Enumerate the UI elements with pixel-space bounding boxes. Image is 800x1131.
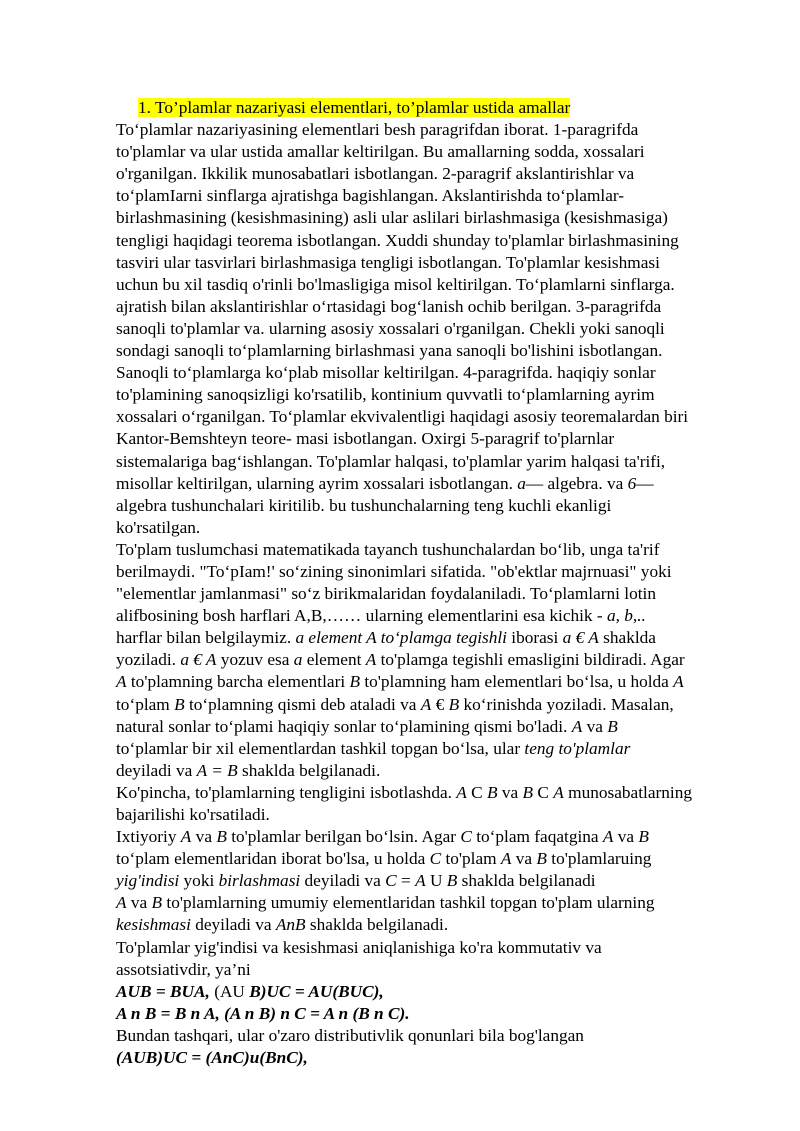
italic-span: B: [446, 871, 458, 891]
italic-span: B: [448, 694, 460, 714]
italic-span: A: [571, 716, 583, 736]
text-line: bajarilishi ko'rsatiladi.: [116, 805, 270, 824]
italic-span: kesishmasi: [116, 915, 191, 935]
italic-span: B: [638, 827, 649, 847]
italic-span: A: [116, 893, 127, 913]
text-span: harflar bilan belgilaymiz.: [116, 628, 296, 648]
text-span: to'plamga tegishli emasligini bildiradi. Agar: [376, 650, 685, 670]
text-span: to‘plam faqatgina: [471, 827, 603, 847]
text-span: to‘plam: [116, 694, 175, 714]
text-line: [116, 716, 756, 738]
text-line: sanoqli to'plamlar va. ularning asosiy xossalari o'rganilgan. Chekli yoki sanoqli: [116, 318, 665, 338]
text-line: "elementlar jamlanmasi" so‘z birikmalaridan foydalaniladi. To‘plamlarni lotin: [116, 584, 656, 604]
text-span: va: [582, 716, 608, 736]
italic-span: yig'indisi: [116, 871, 180, 891]
text-span: yoki: [179, 871, 219, 891]
italic-span: A: [673, 672, 684, 692]
text-span: C: [466, 782, 488, 802]
text-span: va: [613, 827, 639, 847]
element-symbol: a € A: [562, 628, 599, 648]
italic-span: B: [487, 782, 498, 802]
text-line: tengligi haqidagi teorema isbotlangan. Xuddi shunday to'plamlar birlashmasining: [116, 230, 679, 250]
italic-span: C: [385, 871, 397, 891]
text-line: To'plam tuslumchasi matematikada tayanch tushunchalardan bo‘lib, unga ta'rif: [116, 539, 660, 559]
text-span: munosabatlarning: [563, 782, 692, 802]
heading-highlight: 1. To’plamlar nazariyasi elementlari, to’plamlar ustida amallar: [138, 98, 571, 117]
text-span: shaklda belgilanadi: [457, 871, 596, 891]
text-span: shaklda: [598, 628, 656, 648]
text-line: [116, 826, 756, 848]
text-line: sondagi sanoqli to‘plamlarning birlashmasi yana sanoqli bo'lishini isbotlangan.: [116, 341, 663, 361]
element-symbol: a € A: [180, 650, 217, 670]
text-line: [116, 892, 756, 914]
italic-span: A: [180, 827, 192, 847]
italic-span: B: [151, 893, 163, 913]
text-line: [116, 649, 756, 671]
italic-span: A: [500, 849, 512, 869]
italic-span: a element A to‘plamga tegishli: [295, 628, 507, 648]
text-span: va: [126, 893, 152, 913]
text-line: [116, 627, 756, 649]
text-line: [116, 914, 756, 936]
text-line: to'plamining sanoqsizligi ko'rsatilib, kontinium quvvatli to‘plamlarning ayrim: [116, 385, 655, 405]
italic-span: A: [415, 871, 426, 891]
text-line: Bundan tashqari, ular o'zaro distributivlik qonunlari bila bog'langan: [116, 1025, 584, 1045]
formula-line: [116, 1047, 756, 1069]
text-line: [116, 782, 756, 804]
text-span: (AU: [209, 981, 250, 1001]
document-page: [116, 97, 756, 1069]
text-span: element: [302, 650, 366, 670]
italic-span: A: [116, 672, 127, 692]
text-line: [116, 760, 756, 782]
text-span: ko‘rinishda yoziladi. Masalan,: [459, 694, 674, 714]
delta-term: 6: [627, 473, 637, 493]
italic-span: A: [602, 827, 614, 847]
text-line: [116, 605, 756, 627]
text-line: [116, 870, 756, 892]
text-span: yoziladi.: [116, 650, 181, 670]
text-line: algebra tushunchalari kiritilib. bu tushunchalarning teng kuchli ekanligi: [116, 495, 612, 515]
text-line: birlashmasining (kesishmasining) asli ular aslilari birlashmasiga (kesishmasiga): [116, 208, 668, 228]
text-span: deyiladi va: [116, 760, 197, 780]
text-line: [116, 671, 756, 693]
text-span: to'plamlar berilgan bo‘lsin. Agar: [226, 827, 461, 847]
text-span: C: [533, 782, 554, 802]
italic-span: C: [460, 827, 472, 847]
text-span: to'plamlaruing: [546, 849, 652, 869]
text-span: —: [636, 473, 654, 493]
text-line: to‘plamIarni sinflarga ajratishga bagishlangan. Akslantirishda to‘plamlar-: [116, 186, 625, 206]
formula-bold: B)UC = AU(BUC),: [249, 981, 384, 1001]
text-line: ko'rsatilgan.: [116, 517, 201, 537]
text-line: o'rganilgan. Ikkilik munosabatlari isbotlangan. 2-paragrif akslantirishlar va: [116, 164, 635, 184]
italic-span: A: [365, 650, 377, 670]
text-span: — algebra. va: [525, 473, 628, 493]
text-line: sistemalariga bag‘ishlangan. To'plamlar halqasi, to'plamlar yarim halqasi ta'rifi,: [116, 451, 666, 471]
text-line: to'plamlar va ular ustida amallar keltirilgan. Bu amallarning sodda, xossalari: [116, 142, 645, 162]
text-span: alifbosining bosh harflari A,B,…… ularning elementlarini esa kichik -: [116, 606, 607, 626]
text-span: to‘plamning qismi deb ataladi va: [184, 694, 421, 714]
text-span: shaklda belgilanadi.: [237, 760, 381, 780]
text-span: to'plamning ham elementlari bo‘lsa, u holda: [360, 672, 674, 692]
text-span: €: [431, 694, 449, 714]
text-line: ajratish bilan akslantirishlar o‘rtasidagi bog‘lanish ochib berilgan. 3-paragrifda: [116, 296, 662, 316]
italic-span: B: [216, 827, 227, 847]
text-span: misollar keltirilgan, ularning ayrim xossalari isbotlangan.: [116, 473, 518, 493]
text-line: [116, 473, 756, 495]
text-line: assotsiativdir, ya’ni: [116, 959, 251, 979]
italic-span: A = B: [196, 760, 238, 780]
italic-span: teng to'plamlar: [524, 738, 631, 758]
text-span: iborasi: [506, 628, 563, 648]
italic-span: A: [420, 694, 432, 714]
text-span: natural sonlar to‘plami haqiqiy sonlar to‘plamining qismi bo'ladi.: [116, 716, 572, 736]
formula-bold: (AUB)UC = (AnC)u(BnC),: [116, 1048, 308, 1068]
text-line: [116, 848, 756, 870]
formula-bold: AUB = BUA,: [116, 981, 210, 1001]
italic-span: B: [174, 694, 185, 714]
alpha-term: a: [517, 473, 526, 493]
italic-span: birlashmasi: [218, 871, 301, 891]
formula-line: [116, 1003, 756, 1025]
text-span: deyiladi va: [300, 871, 386, 891]
italic-span: B: [349, 672, 361, 692]
text-span: to‘plam elementlaridan iborat bo'lsa, u holda: [116, 849, 430, 869]
italic-span: B: [607, 716, 618, 736]
text-span: to‘plamlar bir xil elementlardan tashkil topgan bo‘lsa, ular: [116, 738, 525, 758]
text-span: va: [191, 827, 217, 847]
italic-span: a, b,..: [606, 606, 646, 626]
italic-span: A: [456, 782, 467, 802]
italic-span: AnB: [275, 915, 306, 935]
text-line: xossalari o‘rganilgan. To‘plamlar ekvivalentligi haqidagi asosiy teoremalardan biri: [116, 407, 689, 427]
italic-span: A: [553, 782, 564, 802]
text-span: va: [511, 849, 537, 869]
italic-span: C: [429, 849, 442, 869]
text-span: yozuv esa: [216, 650, 294, 670]
text-line: To'plamlar yig'indisi va kesishmasi aniqlanishiga ko'ra kommutativ va: [116, 937, 602, 957]
text-span: deyiladi va: [190, 915, 276, 935]
text-line: uchun bu xil tasdiq o'rinli bo'lmasligiga misol keltirilgan. To‘plamlarni sinflarga.: [116, 274, 675, 294]
text-span: to'plam: [441, 849, 501, 869]
text-span: shaklda belgilanadi.: [305, 915, 449, 935]
italic-span: a: [293, 650, 303, 670]
section-heading: [116, 97, 756, 119]
formula-bold: A n B = B n A, (A n B) n C = A n (B n C).: [116, 1003, 410, 1023]
text-span: Ko'pincha, to'plamlarning tengligini isbotlashda.: [116, 782, 457, 802]
text-span: va: [497, 782, 523, 802]
text-span: to'plamning barcha elementlari: [126, 672, 350, 692]
text-line: berilmaydi. "To‘pIam!' so‘zining sinonimlari sifatida. "ob'ektlar majrnuasi" yoki: [116, 561, 672, 581]
text-span: U: [425, 871, 447, 891]
formula-line: [116, 981, 756, 1003]
text-line: [116, 694, 756, 716]
text-line: Sanoqli to‘plamlarga ko‘plab misollar keltirilgan. 4-paragrifda. haqiqiy sonlar: [116, 363, 656, 383]
text-span: Ixtiyoriy: [116, 827, 181, 847]
text-span: to'plamlarning umumiy elementlaridan tashkil topgan to'plam ularning: [162, 893, 655, 913]
text-line: Kantor-Bemshteyn teore- masi isbotlangan. Oxirgi 5-paragrif to'plarnlar: [116, 429, 615, 449]
italic-span: B: [522, 782, 534, 802]
text-line: To‘plamlar nazariyasining elementlari besh paragrifdan iborat. 1-paragrifda: [116, 120, 639, 140]
text-line: tasviri ular tasvirlari birlashmasiga tengligi isbotlangan. To'plamlar kesishmasi: [116, 252, 660, 272]
text-line: [116, 738, 756, 760]
text-span: =: [396, 871, 416, 891]
italic-span: B: [536, 849, 547, 869]
